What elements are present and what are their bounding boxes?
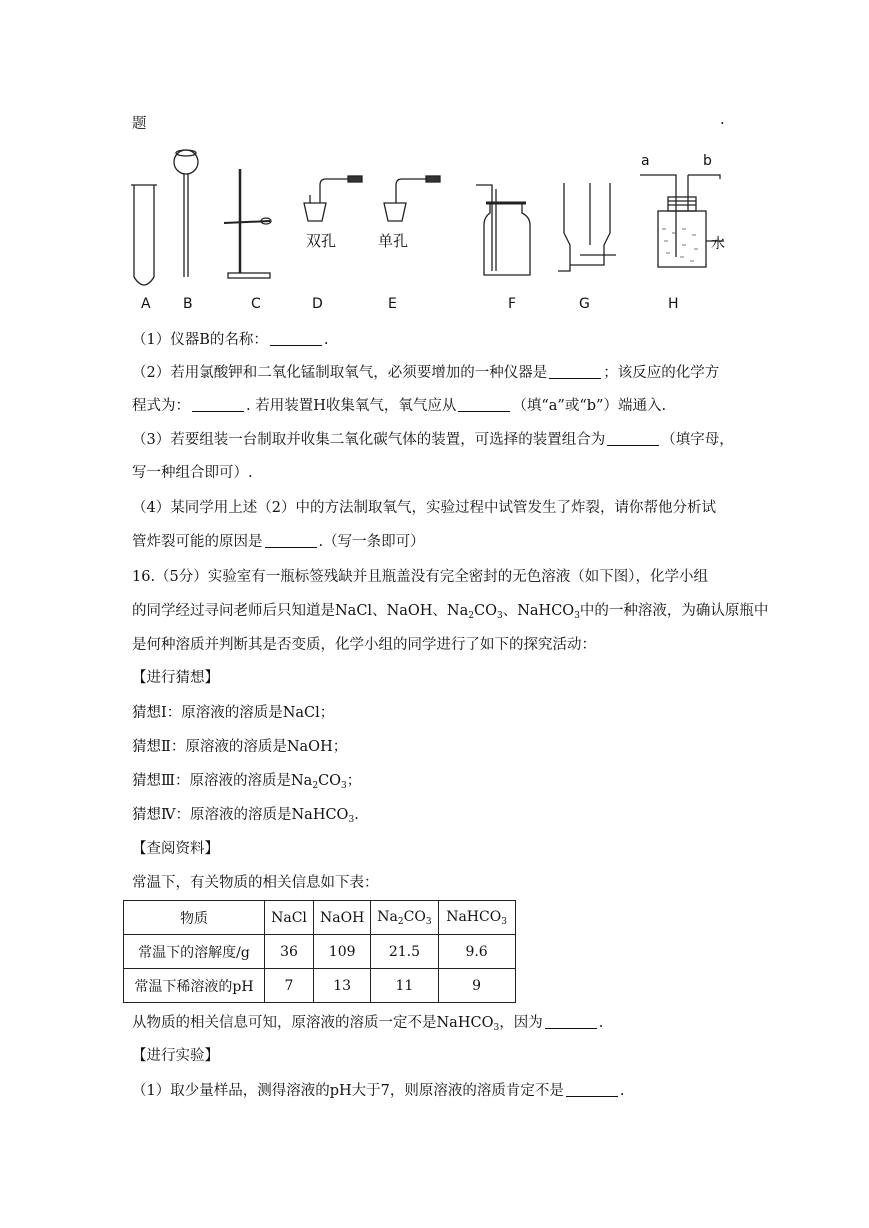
collecting-device-drawing bbox=[558, 183, 616, 271]
question-3-line-2: 写一种组合即可）. bbox=[132, 465, 253, 481]
question-1: （1）仪器B的名称： . bbox=[132, 332, 329, 348]
table-row bbox=[124, 969, 516, 1003]
problem-16-line-3: 是何种溶质并判断其是否变质，化学小组的同学进行了如下的探究活动： bbox=[132, 637, 596, 653]
question-4-line-1: （4）某同学用上述（2）中的方法制取氧气，实验过程中试管发生了炸裂，请你帮他分析试 bbox=[132, 500, 716, 516]
single-hole-stopper-drawing bbox=[384, 176, 440, 221]
apparatus-figure bbox=[120, 145, 740, 320]
question-2-line-2: 程式为： . 若用装置H收集氧气，氧气应从 （填“a”或“b”）端通入. bbox=[132, 398, 667, 414]
table-cell: 7 bbox=[265, 969, 314, 1003]
answer-blank[interactable] bbox=[270, 330, 322, 346]
table-intro: 常温下，有关物质的相关信息如下表： bbox=[132, 875, 379, 891]
table-header-cell: $Na_2CO_3$ bbox=[371, 901, 438, 935]
table-header-cell: NaCl bbox=[265, 901, 314, 935]
test-tube-drawing bbox=[131, 185, 157, 285]
answer-blank[interactable] bbox=[192, 396, 244, 412]
answer-blank[interactable] bbox=[549, 363, 601, 379]
experiment-1: （1）取少量样品，测得溶液的pH大于7，则原溶液的溶质肯定不是 . bbox=[132, 1083, 625, 1099]
question-3-line-1: （3）若要组装一台制取并收集二氧化碳气体的装置，可选择的装置组合为 （填字母， bbox=[132, 432, 734, 448]
funnel-drawing bbox=[174, 150, 198, 277]
problem-16-line-1: 16.（5分）实验室有一瓶标签残缺并且瓶盖没有完全密封的无色溶液（如下图），化学小组 bbox=[132, 569, 709, 585]
heading-reference: 【查阅资料】 bbox=[132, 841, 219, 857]
label-c: C bbox=[251, 296, 261, 312]
table-cell: 9.6 bbox=[438, 935, 515, 969]
port-a-label: a bbox=[641, 153, 650, 169]
trailing-dot: . bbox=[720, 112, 725, 128]
heading-guess: 【进行猜想】 bbox=[132, 670, 219, 686]
label-f: F bbox=[508, 296, 517, 312]
table-header-cell: NaHCO$_3$ bbox=[438, 901, 515, 935]
table-cell: 常温下稀溶液的pH bbox=[124, 969, 265, 1003]
port-b-label: b bbox=[703, 153, 712, 169]
table-cell: 36 bbox=[265, 935, 314, 969]
problem-16-line-2: 的同学经过寻问老师后只知道是NaCl、NaOH、$Na_2CO_3$、NaHCO$_3$中的一种溶液，为确认原瓶中 bbox=[132, 603, 769, 621]
question-2-line-1: （2）若用氯酸钾和二氧化锰制取氧气，必须要增加的一种仪器是 ；该反应的化学方 bbox=[132, 365, 720, 381]
table-cell: 13 bbox=[314, 969, 371, 1003]
double-hole-stopper-drawing bbox=[304, 176, 362, 221]
guess-1: 猜想Ⅰ：原溶液的溶质是NaCl； bbox=[132, 705, 335, 721]
guess-3: 猜想Ⅲ：原溶液的溶质是$Na_2CO_3$； bbox=[132, 773, 362, 791]
stopper-double-label: 双孔 bbox=[306, 232, 337, 250]
table-header-cell: 物质 bbox=[124, 901, 265, 935]
washing-bottle-drawing bbox=[640, 175, 724, 267]
stopper-single-label: 单孔 bbox=[378, 232, 409, 250]
table-header-row bbox=[124, 901, 516, 935]
label-g: G bbox=[579, 296, 590, 312]
table-cell: 11 bbox=[371, 969, 438, 1003]
table-cell: 9 bbox=[438, 969, 515, 1003]
iron-stand-drawing bbox=[224, 169, 271, 278]
question-4-line-2: 管炸裂可能的原因是 .（写一条即可） bbox=[132, 534, 425, 550]
answer-blank[interactable] bbox=[265, 532, 317, 548]
heading-experiment: 【进行实验】 bbox=[132, 1048, 219, 1064]
answer-blank[interactable] bbox=[566, 1081, 618, 1097]
table-row bbox=[124, 935, 516, 969]
guess-4: 猜想Ⅳ：原溶液的溶质是NaHCO$_3$. bbox=[132, 807, 359, 825]
answer-blank[interactable] bbox=[458, 396, 510, 412]
label-h: H bbox=[668, 296, 679, 312]
gas-bottle-drawing bbox=[476, 185, 530, 275]
table-header-cell: NaOH bbox=[314, 901, 371, 935]
after-table-text: 从物质的相关信息可知，原溶液的溶质一定不是NaHCO$_3$，因为 . bbox=[132, 1015, 604, 1033]
table-cell: 常温下的溶解度/g bbox=[124, 935, 265, 969]
label-e: E bbox=[388, 296, 397, 312]
table-cell: 109 bbox=[314, 935, 371, 969]
answer-blank[interactable] bbox=[607, 430, 659, 446]
guess-2: 猜想Ⅱ：原溶液的溶质是NaOH； bbox=[132, 739, 348, 755]
label-b: B bbox=[183, 296, 193, 312]
table-cell: 21.5 bbox=[371, 935, 438, 969]
substance-info-table bbox=[123, 900, 516, 1003]
label-a: A bbox=[141, 296, 151, 312]
water-label: 水 bbox=[711, 236, 725, 252]
leading-char: 题 bbox=[132, 116, 147, 132]
answer-blank[interactable] bbox=[545, 1013, 597, 1029]
label-d: D bbox=[312, 296, 323, 312]
